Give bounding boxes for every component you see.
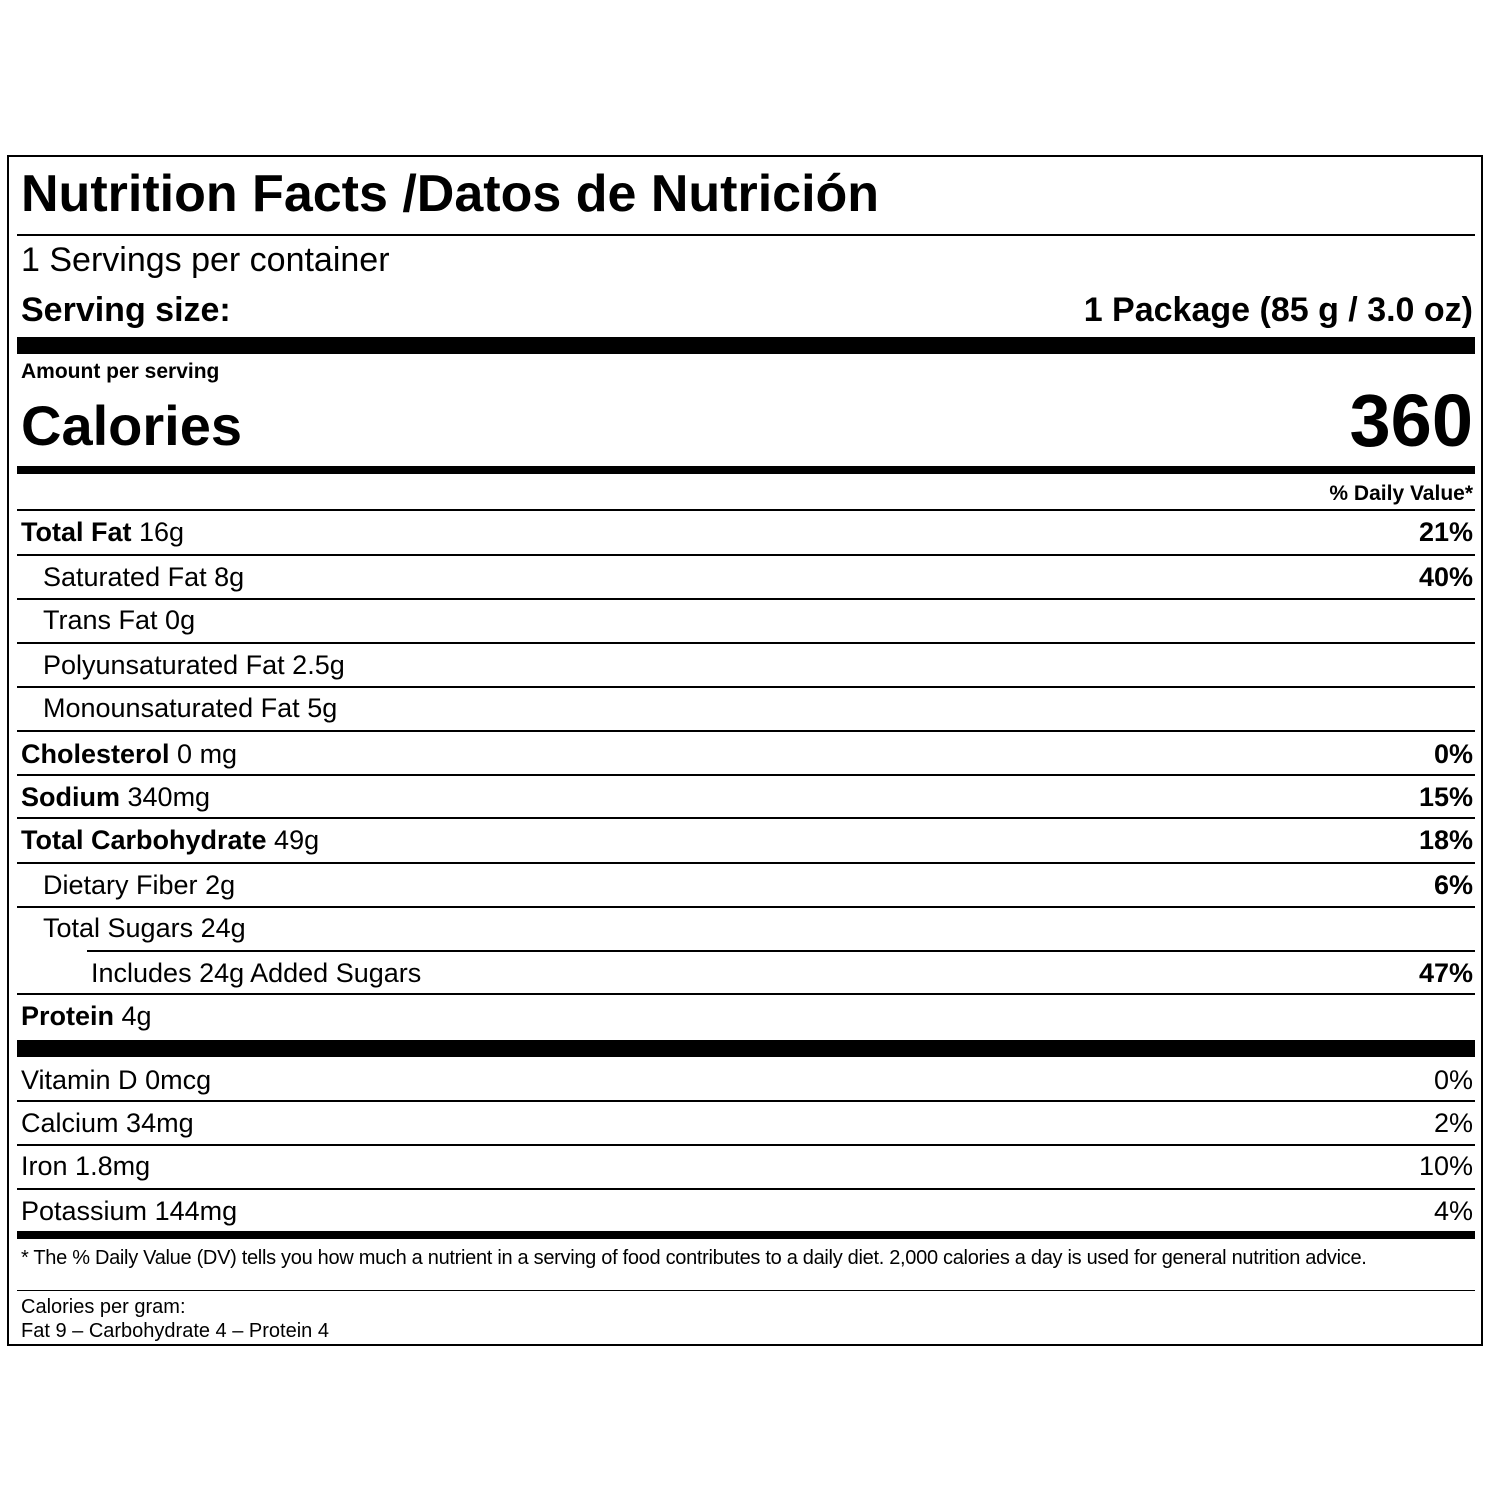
calories-per-gram bbox=[21, 1295, 329, 1343]
divider-thin bbox=[17, 642, 1475, 644]
calories-value: 360 bbox=[1349, 379, 1473, 462]
nutrient-row-cholesterol bbox=[21, 737, 237, 771]
nutrient-row-dietary-fiber bbox=[43, 868, 235, 902]
nutrient-row-protein bbox=[21, 999, 152, 1033]
nutrient-amount: 24g bbox=[200, 913, 246, 943]
vitamin-amount: 144mg bbox=[154, 1196, 238, 1226]
daily-value-vitamin-d: 0% bbox=[1433, 1065, 1473, 1095]
nutrient-name: Trans Fat bbox=[43, 605, 158, 635]
divider-thin bbox=[17, 1144, 1475, 1146]
divider-thin bbox=[17, 1188, 1475, 1190]
nutrient-amount: 2.5g bbox=[292, 650, 345, 680]
divider-thin bbox=[17, 993, 1475, 995]
divider-thin bbox=[17, 817, 1475, 819]
nutrient-name: Saturated Fat bbox=[43, 562, 207, 592]
nutrient-row-saturated-fat bbox=[43, 560, 244, 594]
nutrient-row-sodium bbox=[21, 780, 210, 814]
divider-thin bbox=[17, 686, 1475, 688]
daily-value-footnote: * The % Daily Value (DV) tells you how much a nutrient in a serving of food contributes to a daily diet. 2,000 calories a day is used for general nutrition advice. bbox=[21, 1247, 1367, 1269]
divider-thin bbox=[17, 509, 1475, 511]
nutrient-amount: 16g bbox=[139, 517, 185, 547]
nutrient-row-added-sugars bbox=[91, 956, 421, 990]
daily-value-cholesterol: 0% bbox=[1433, 739, 1473, 769]
divider-medium bbox=[17, 466, 1475, 474]
vitamin-name: Vitamin D bbox=[21, 1065, 138, 1095]
daily-value-sodium: 15% bbox=[1418, 782, 1473, 812]
divider-thin bbox=[17, 1100, 1475, 1102]
vitamin-row-vitamin-d bbox=[21, 1063, 211, 1097]
nutrient-amount: 2g bbox=[205, 870, 236, 900]
servings-per-container: 1 Servings per container bbox=[21, 241, 390, 279]
nutrient-amount: 340mg bbox=[127, 782, 211, 812]
nutrient-row-monounsaturated-fat bbox=[43, 691, 337, 725]
divider-thick bbox=[17, 1040, 1475, 1057]
nutrient-name: Total Carbohydrate bbox=[21, 825, 267, 855]
nutrient-name: Sodium bbox=[21, 782, 120, 812]
nutrient-amount: 49g bbox=[274, 825, 320, 855]
serving-size-label: Serving size: bbox=[21, 291, 231, 329]
nutrient-row-total-sugars bbox=[43, 911, 246, 945]
divider-thin bbox=[17, 862, 1475, 864]
calories-label: Calories bbox=[21, 394, 242, 457]
divider-medium bbox=[17, 1231, 1475, 1239]
divider-thin bbox=[17, 774, 1475, 776]
daily-value-total-carbohydrate: 18% bbox=[1418, 825, 1473, 855]
daily-value-added-sugars: 47% bbox=[1418, 958, 1473, 988]
daily-value-calcium: 2% bbox=[1433, 1108, 1473, 1138]
nutrient-name: Includes 24g Added Sugars bbox=[91, 958, 422, 988]
divider-thin bbox=[17, 554, 1475, 556]
nutrient-amount: 0 mg bbox=[177, 739, 238, 769]
divider-thin-indented bbox=[87, 950, 1475, 952]
nutrient-row-trans-fat bbox=[43, 603, 195, 637]
nutrient-amount: 5g bbox=[307, 693, 338, 723]
divider-thin bbox=[17, 906, 1475, 908]
nutrient-amount: 4g bbox=[121, 1001, 152, 1031]
nutrient-amount: 0g bbox=[165, 605, 196, 635]
amount-per-serving-label: Amount per serving bbox=[21, 360, 220, 383]
daily-value-saturated-fat: 40% bbox=[1418, 562, 1473, 592]
nutrient-name: Cholesterol bbox=[21, 739, 170, 769]
vitamin-name: Iron bbox=[21, 1151, 68, 1181]
vitamin-amount: 0mcg bbox=[145, 1065, 212, 1095]
daily-value-header: % Daily Value* bbox=[1329, 482, 1473, 505]
nutrition-facts-panel bbox=[7, 155, 1483, 1346]
calories-per-gram-values: Fat 9 – Carbohydrate 4 – Protein 4 bbox=[21, 1320, 329, 1342]
daily-value-potassium: 4% bbox=[1433, 1196, 1473, 1226]
nutrient-name: Polyunsaturated Fat bbox=[43, 650, 285, 680]
vitamin-row-calcium bbox=[21, 1106, 194, 1140]
vitamin-row-iron bbox=[21, 1149, 150, 1183]
divider-thin bbox=[17, 598, 1475, 600]
nutrient-row-polyunsaturated-fat bbox=[43, 648, 345, 682]
daily-value-dietary-fiber: 6% bbox=[1433, 870, 1473, 900]
nutrient-row-total-carbohydrate bbox=[21, 823, 319, 857]
vitamin-name: Potassium bbox=[21, 1196, 148, 1226]
divider-thin bbox=[17, 730, 1475, 732]
nutrient-name: Total Fat bbox=[21, 517, 132, 547]
label-title: Nutrition Facts /Datos de Nutrición bbox=[21, 165, 880, 223]
nutrient-row-total-fat bbox=[21, 515, 184, 549]
daily-value-total-fat: 21% bbox=[1418, 517, 1473, 547]
nutrient-amount: 8g bbox=[214, 562, 245, 592]
divider-thick bbox=[17, 337, 1475, 354]
nutrient-name: Protein bbox=[21, 1001, 115, 1031]
nutrient-name: Monounsaturated Fat bbox=[43, 693, 300, 723]
vitamin-row-potassium bbox=[21, 1194, 237, 1228]
serving-size-value: 1 Package (85 g / 3.0 oz) bbox=[1083, 291, 1473, 329]
vitamin-name: Calcium bbox=[21, 1108, 119, 1138]
divider-thin bbox=[17, 234, 1475, 236]
daily-value-iron: 10% bbox=[1418, 1151, 1473, 1181]
nutrient-name: Dietary Fiber bbox=[43, 870, 198, 900]
vitamin-amount: 1.8mg bbox=[75, 1151, 151, 1181]
vitamin-amount: 34mg bbox=[126, 1108, 194, 1138]
calories-per-gram-label: Calories per gram: bbox=[21, 1296, 186, 1318]
divider-hairline bbox=[17, 1290, 1475, 1291]
nutrient-name: Total Sugars bbox=[43, 913, 194, 943]
